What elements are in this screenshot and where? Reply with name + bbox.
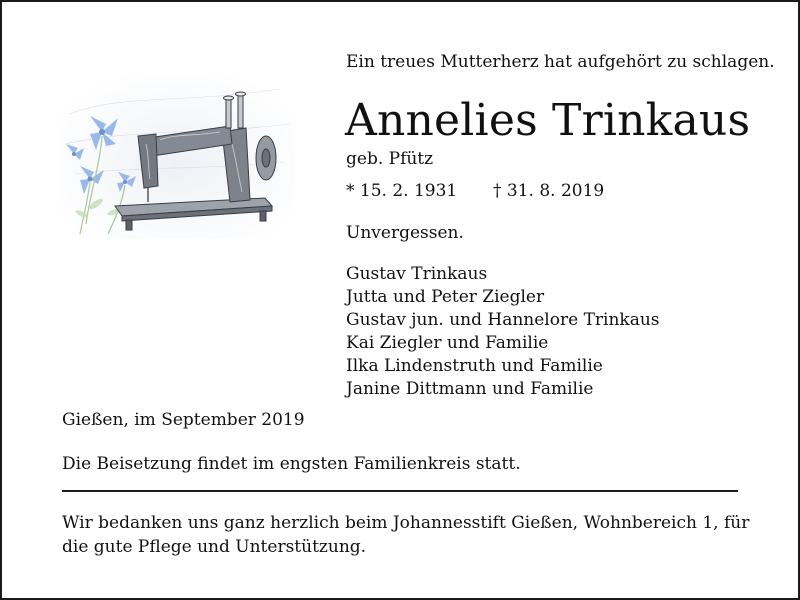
motto-line: Ein treues Mutterherz hat aufgehört zu schlagen. — [346, 52, 775, 72]
divider-line — [62, 490, 738, 492]
remembrance-line: Unvergessen. — [346, 223, 464, 243]
sewing-machine-illustration — [60, 74, 295, 239]
maiden-name: geb. Pfütz — [346, 149, 434, 169]
mourner-entry: Gustav jun. und Hannelore Trinkaus — [346, 310, 660, 330]
mourner-entry: Kai Ziegler und Familie — [346, 333, 549, 353]
thank-you-note: Wir bedanken uns ganz herzlich beim Johannesstift Gießen, Wohnbereich 1, für die gute Pflege und Unterstützung. — [62, 513, 750, 557]
mourner-entry: Gustav Trinkaus — [346, 264, 488, 284]
burial-notice: Die Beisetzung findet im engsten Familienkreis statt. — [62, 454, 521, 474]
deceased-name: Annelies Trinkaus — [345, 95, 751, 146]
mourner-entry: Janine Dittmann und Familie — [346, 379, 594, 399]
mourner-entry: Ilka Lindenstruth und Familie — [346, 356, 603, 376]
death-date: † 31. 8. 2019 — [493, 181, 605, 201]
mourner-entry: Jutta und Peter Ziegler — [346, 287, 545, 307]
birth-date: * 15. 2. 1931 — [346, 181, 458, 201]
place-and-date: Gießen, im September 2019 — [62, 410, 305, 430]
mourners-list — [346, 263, 660, 401]
